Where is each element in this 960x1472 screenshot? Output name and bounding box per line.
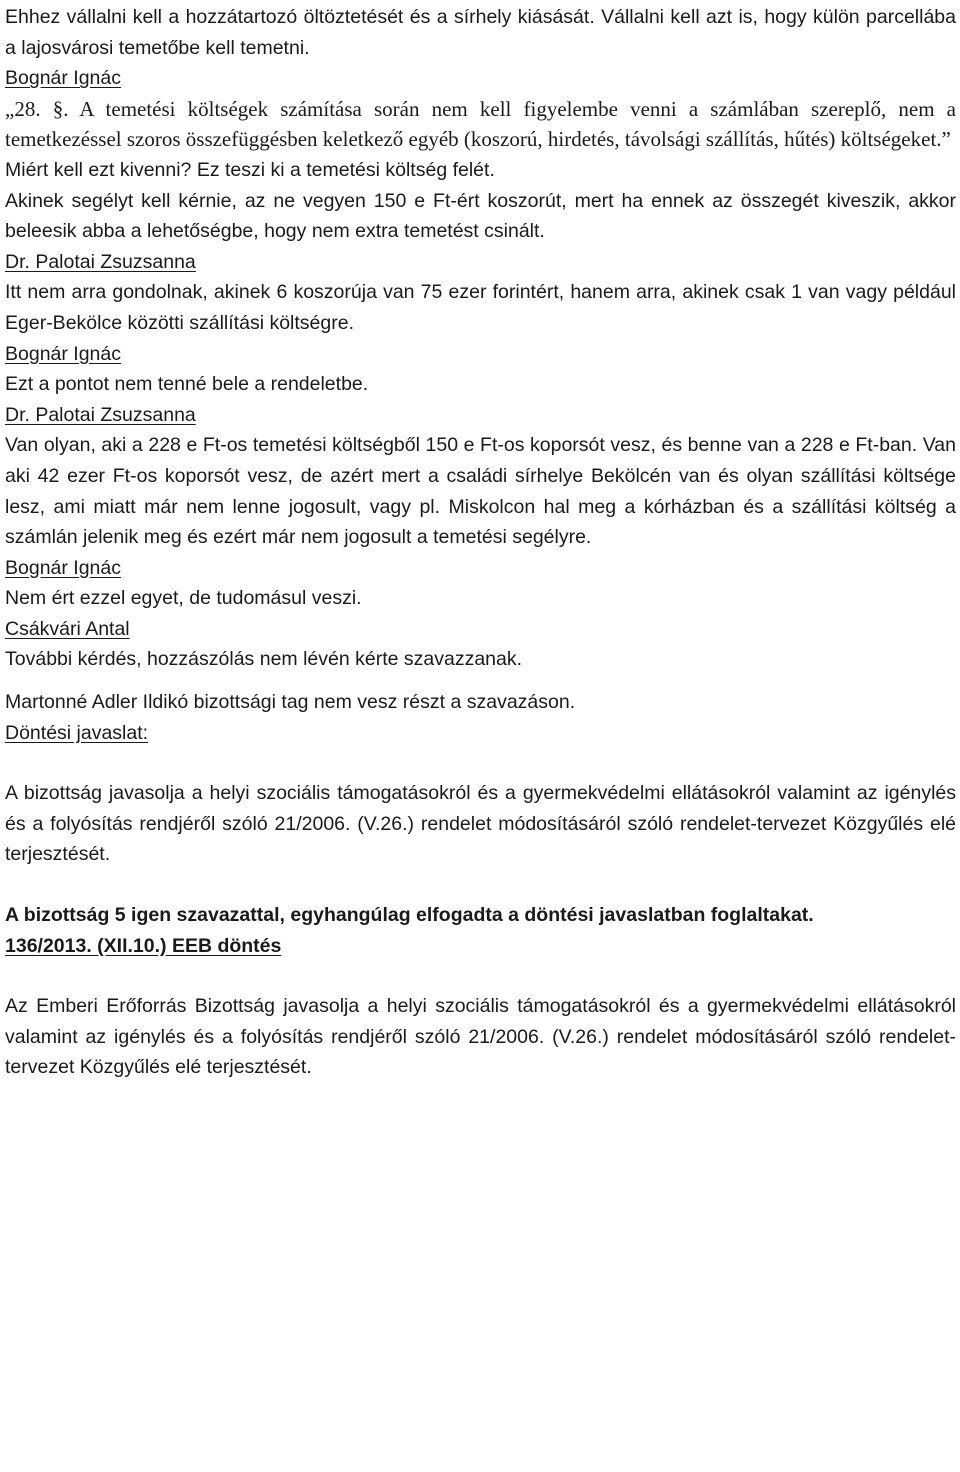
paragraph-bognar-objection: Ezt a pontot nem tenné bele a rendeletbe. xyxy=(5,373,369,396)
speaker-bognar-ignac: Bognár Ignác xyxy=(5,556,122,579)
paragraph-wreath-example: Akinek segélyt kell kérnie, az ne vegyen 150 e Ft-ért koszorút, mert ha ennek az összegét kiveszik, akkor beleesik abba a lehetőségbe, hogy nem extra temetést csinált. xyxy=(5,189,956,243)
speaker-csakvari-antal: Csákvári Antal xyxy=(5,617,130,640)
paragraph-palotai-response: Itt nem arra gondolnak, akinek 6 koszorúja van 75 ezer forintért, hanem arra, akinek csak 1 van vagy például Eger-Bekölce közötti szállítási költségre. xyxy=(5,281,956,334)
heading-decision-proposal: Döntési javaslat: xyxy=(5,721,149,744)
paragraph-burial-conditions: Ehhez vállalni kell a hozzátartozó öltöztetését és a sírhely kiásását. Vállalni kell azt is, hogy külön parcellába a lajosvárosi temetőbe kell temetni. xyxy=(5,6,956,59)
speaker-dr-palotai-zsuzsanna: Dr. Palotai Zsuzsanna xyxy=(5,250,196,273)
paragraph-section-28-quote: „28. §. A temetési költségek számítása során nem kell figyelembe venni a számlában szereplő, nem a temetkezéssel szoros összefüggésben keletkező egyéb (koszorú, hirdetés, távolsági szállítás, hűtés) költségeket.” xyxy=(5,96,956,152)
speaker-bognar-ignac: Bognár Ignác xyxy=(5,67,122,90)
speaker-dr-palotai-zsuzsanna: Dr. Palotai Zsuzsanna xyxy=(5,403,196,426)
document-page xyxy=(5,2,956,1083)
paragraph-committee-proposal: A bizottság javasolja a helyi szociális támogatásokról és a gyermekvédelmi ellátásokról valamint az igénylés és a folyósítás rendjéről szóló 21/2006. (V.26.) rendelet módosításáról szóló rendelet-tervezet Közgyűlés elé terjesztését. xyxy=(5,782,956,866)
paragraph-bognar-disagree: Nem ért ezzel egyet, de tudomásul veszi. xyxy=(5,587,362,610)
paragraph-vote-result: A bizottság 5 igen szavazattal, egyhangúlag elfogadta a döntési javaslatban foglaltakat. xyxy=(5,904,814,927)
paragraph-decision-text: Az Emberi Erőforrás Bizottság javasolja a helyi szociális támogatásokról és a gyermekvédelmi ellátásokról valamint az igénylés és a folyósítás rendjéről szóló 21/2006. (V.26.) rendelet módosításáról szóló rendelet-tervezet Közgyűlés elé terjesztését. xyxy=(5,995,956,1079)
speaker-bognar-ignac: Bognár Ignác xyxy=(5,342,122,365)
paragraph-question: Miért kell ezt kivenni? Ez teszi ki a temetési költség felét. xyxy=(5,158,495,181)
paragraph-vote-call: További kérdés, hozzászólás nem lévén kérte szavazzanak. xyxy=(5,648,523,671)
paragraph-abstention: Martonné Adler Ildikó bizottsági tag nem vesz részt a szavazáson. xyxy=(5,691,576,714)
paragraph-coffin-example: Van olyan, aki a 228 e Ft-os temetési költségből 150 e Ft-os koporsót vesz, és benne van a 228 e Ft-ban. Van aki 42 ezer Ft-os koporsót vesz, de azért mert a családi sírhelye Bekölcén van és olyan szállítási költsége lesz, ami miatt már nem lenne jogosult, vagy pl. Miskolcon hal meg a kórházban és a szállítási költség a számlán jelenik meg és ezért már nem jogosult a temetési segélyre. xyxy=(5,434,956,549)
heading-decision-number: 136/2013. (XII.10.) EEB döntés xyxy=(5,934,282,957)
